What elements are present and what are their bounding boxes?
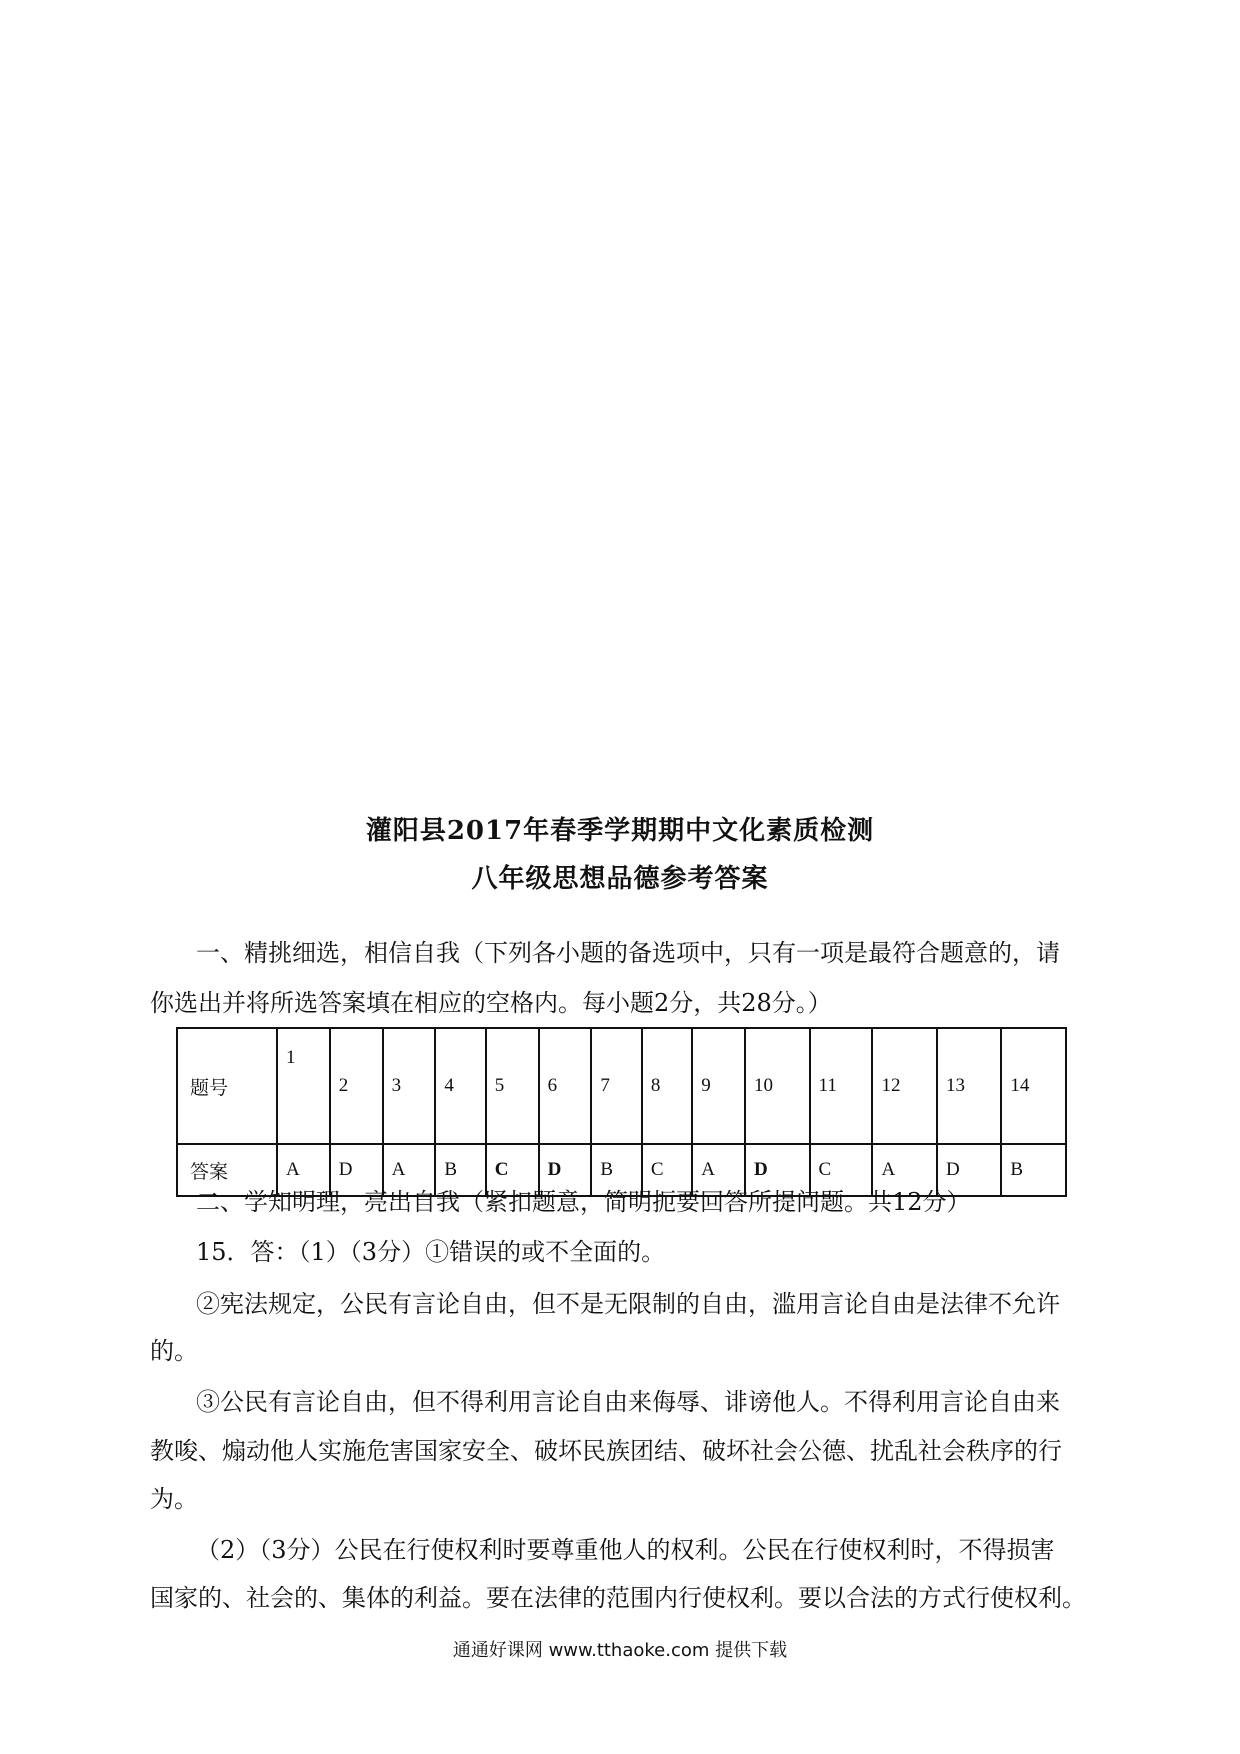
question15-part2-line1: （2）（3分）公民在行使权利时要尊重他人的权利。公民在行使权利时，不得损害 (196, 1536, 1055, 1564)
answer-cell: D (745, 1144, 809, 1196)
answer-cell: C (810, 1144, 873, 1196)
document-subtitle: 八年级思想品德参考答案 (471, 864, 769, 894)
answer-cell: D (539, 1144, 592, 1196)
question-number-header: 题号 (177, 1028, 277, 1144)
answer-cell: A (277, 1144, 330, 1196)
question-number-cell: 8 (642, 1028, 692, 1144)
answer-cell: B (591, 1144, 641, 1196)
answer-cell: B (435, 1144, 485, 1196)
section1-instructions-line1: 一、精挑细选，相信自我（下列各小题的备选项中，只有一项是最符合题意的，请 (196, 939, 1060, 967)
answer-cell: B (1001, 1144, 1066, 1196)
question-number-cell: 13 (937, 1028, 1001, 1144)
answer-point3-line3: 为。 (150, 1485, 198, 1513)
answer-cell: C (486, 1144, 539, 1196)
question15-part2-line2: 国家的、社会的、集体的利益。要在法律的范围内行使权利。要以合法的方式行使权利。 (150, 1584, 1086, 1612)
answer-point2-line1: ②宪法规定，公民有言论自由，但不是无限制的自由，滥用言论自由是法律不允许 (196, 1290, 1060, 1318)
answer-point2-line2: 的。 (150, 1337, 198, 1365)
question-number-cell: 12 (872, 1028, 936, 1144)
question-number-cell: 7 (591, 1028, 641, 1144)
question-number-cell: 3 (383, 1028, 436, 1144)
answer-cell: D (937, 1144, 1001, 1196)
question-number-cell: 4 (435, 1028, 485, 1144)
question-number-cell: 11 (810, 1028, 873, 1144)
section1-instructions-line2: 你选出并将所选答案填在相应的空格内。每小题2分，共28分。） (150, 989, 832, 1017)
section2-heading: 二、学知明理，亮出自我（紧扣题意，简明扼要回答所提问题。共12分） (196, 1188, 971, 1216)
question-number-row (177, 1028, 1066, 1144)
answer-point3-line2: 教唆、煽动他人实施危害国家安全、破坏民族团结、破坏社会公德、扰乱社会秩序的行 (150, 1437, 1062, 1465)
answer-cell: A (872, 1144, 936, 1196)
document-title: 灌阳县2017年春季学期期中文化素质检测 (365, 816, 875, 846)
question-number-cell: 14 (1001, 1028, 1066, 1144)
question15-part1-intro: 15．答：（1）（3分）①错误的或不全面的。 (196, 1238, 666, 1266)
answer-cell: A (692, 1144, 745, 1196)
question-number-cell: 9 (692, 1028, 745, 1144)
question-number-cell: 2 (330, 1028, 383, 1144)
question-number-cell: 10 (745, 1028, 809, 1144)
answer-cell: D (330, 1144, 383, 1196)
question-number-cell: 1 (277, 1028, 330, 1144)
answer-cell: A (383, 1144, 436, 1196)
answer-table (176, 1027, 1067, 1197)
answer-point3-line1: ③公民有言论自由，但不得利用言论自由来侮辱、诽谤他人。不得利用言论自由来 (196, 1388, 1060, 1416)
question-number-cell: 5 (486, 1028, 539, 1144)
footer-source: 通通好课网 www.tthaoke.com 提供下载 (452, 1640, 788, 1661)
answer-cell: C (642, 1144, 692, 1196)
question-number-cell: 6 (539, 1028, 592, 1144)
answer-header: 答案 (177, 1144, 277, 1196)
